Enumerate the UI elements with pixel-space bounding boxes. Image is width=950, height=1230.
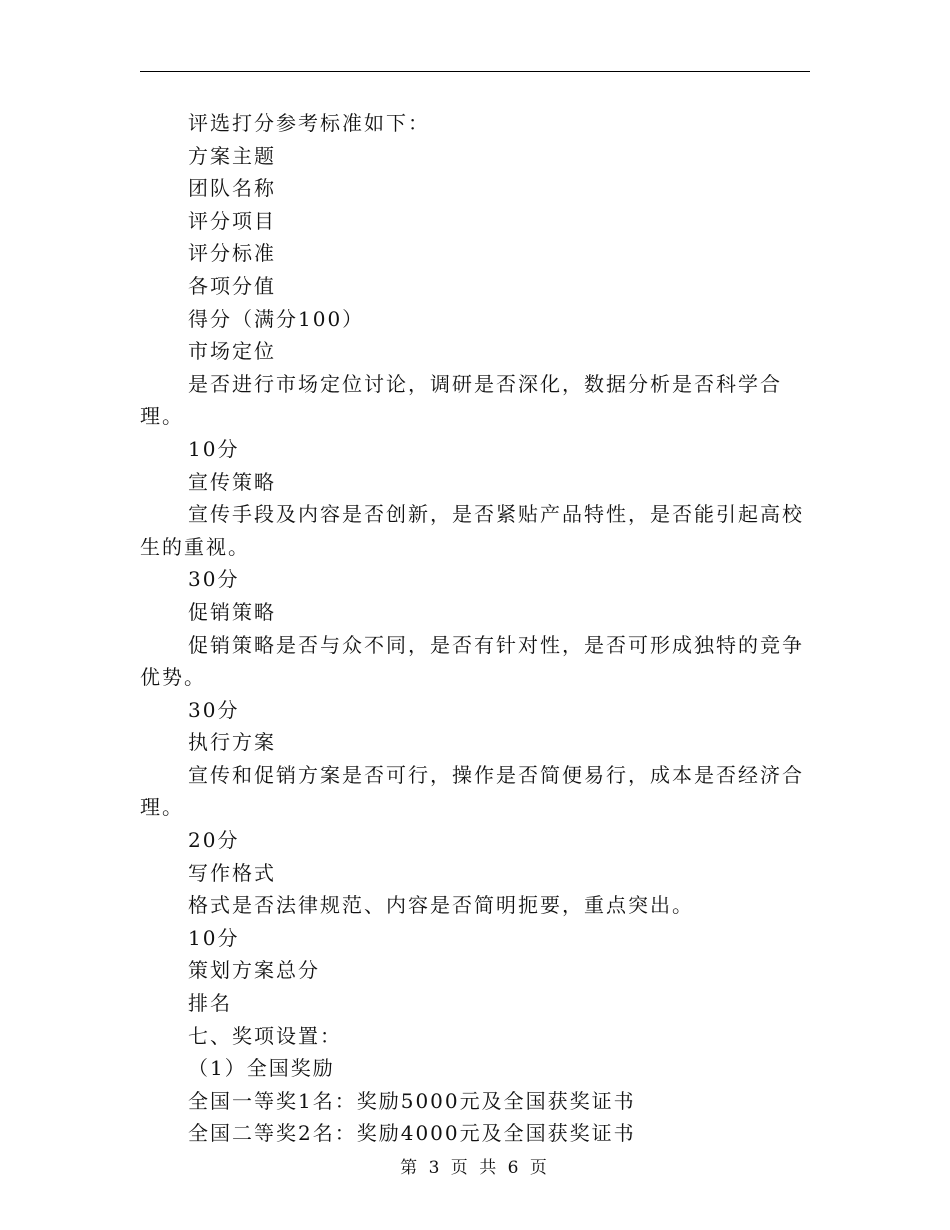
page-number-footer: 第 3 页 共 6 页 (400, 1158, 550, 1178)
paragraph: 10分 (188, 925, 240, 950)
paragraph: 七、奖项设置： (188, 1023, 342, 1048)
paragraph: 30分 (188, 567, 240, 592)
header-rule (140, 71, 810, 72)
paragraph: 评分标准 (188, 241, 276, 266)
paragraph: 策划方案总分 (188, 958, 320, 983)
paragraph: 团队名称 (188, 176, 276, 201)
paragraph: 全国二等奖2名：奖励4000元及全国获奖证书 (188, 1121, 636, 1146)
paragraph: 宣传手段及内容是否创新，是否紧贴产品特性，是否能引起高校生的重视。 (140, 502, 804, 559)
paragraph: 20分 (188, 828, 240, 853)
paragraph: 格式是否法律规范、内容是否简明扼要，重点突出。 (188, 893, 694, 918)
paragraph: 执行方案 (188, 730, 276, 755)
paragraph: 促销策略是否与众不同，是否有针对性，是否可形成独特的竞争优势。 (140, 632, 804, 690)
paragraph: 写作格式 (188, 860, 276, 885)
paragraph: 30分 (188, 697, 240, 722)
paragraph: 全国一等奖1名：奖励5000元及全国获奖证书 (188, 1088, 636, 1113)
paragraph: 方案主题 (188, 143, 276, 168)
paragraph: 是否进行市场定位讨论，调研是否深化，数据分析是否科学合理。 (140, 371, 782, 429)
paragraph: 排名 (188, 991, 232, 1016)
paragraph: 得分（满分100） (188, 306, 365, 331)
paragraph: （1）全国奖励 (188, 1056, 335, 1081)
paragraph: 10分 (188, 436, 240, 461)
page-body (140, 107, 805, 1150)
paragraph: 评分项目 (188, 208, 276, 233)
paragraph: 促销策略 (188, 599, 276, 624)
paragraph: 宣传策略 (188, 469, 276, 494)
paragraph: 市场定位 (188, 339, 276, 364)
paragraph: 评选打分参考标准如下： (188, 111, 430, 135)
paragraph: 宣传和促销方案是否可行，操作是否简便易行，成本是否经济合理。 (140, 762, 804, 820)
paragraph: 各项分值 (188, 273, 276, 298)
